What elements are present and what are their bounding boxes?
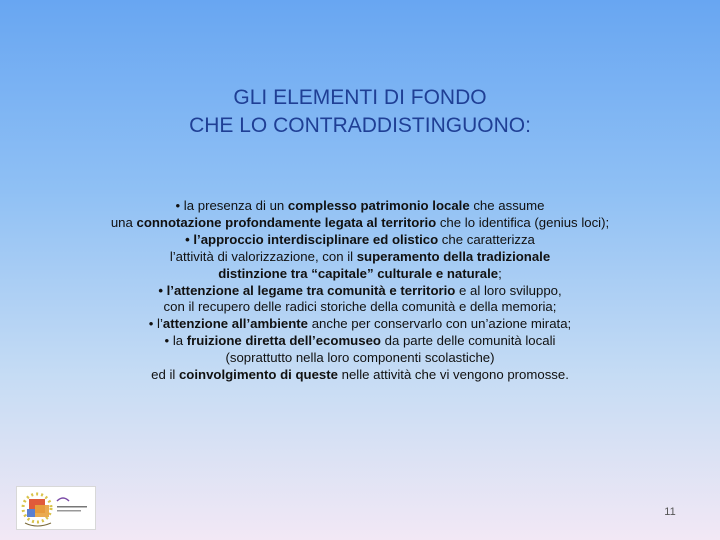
ecomuseum-logo-icon (16, 486, 96, 530)
logo-graphic (17, 487, 95, 529)
body-line: distinzione tra “capitale” culturale e naturale; (218, 265, 502, 281)
slide-body (40, 198, 680, 384)
body-line: con il recupero delle radici storiche della comunità e della memoria; (163, 299, 557, 315)
body-line: una connotazione profondamente legata al territorio che lo identifica (genius loci); (110, 214, 610, 230)
body-line: • l’attenzione al legame tra comunità e territorio e al loro sviluppo, (158, 282, 562, 298)
body-line: l’attività di valorizzazione, con il superamento della tradizionale (169, 248, 551, 264)
body-line: • l’attenzione all’ambiente anche per conservarlo con un’azione mirata; (148, 316, 572, 332)
title-line-2: CHE LO CONTRADDISTINGUONO: (189, 114, 531, 137)
slide-title (0, 84, 720, 140)
title-line-1: GLI ELEMENTI DI FONDO (233, 86, 487, 109)
page-number: 11 (664, 506, 676, 518)
body-line: (soprattutto nella loro componenti scolastiche) (225, 350, 495, 366)
body-line: • la presenza di un complesso patrimonio locale che assume (175, 198, 545, 213)
body-line: • l’approccio interdisciplinare ed olistico che caratterizza (185, 231, 535, 247)
body-line: ed il coinvolgimento di queste nelle attività che vi vengono promosse. (151, 367, 569, 383)
body-line: • la fruizione diretta dell’ecomuseo da parte delle comunità locali (164, 333, 556, 349)
